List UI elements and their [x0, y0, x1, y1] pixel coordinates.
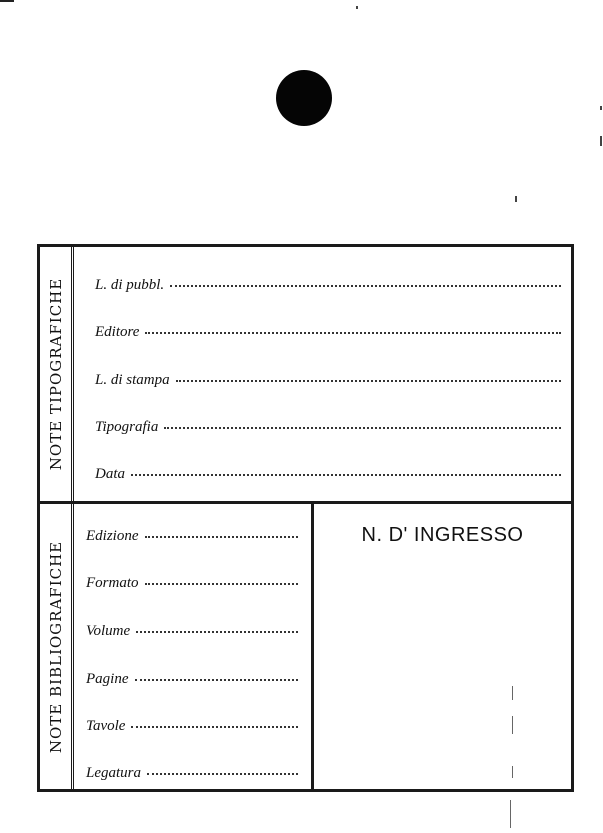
field-formato — [86, 575, 298, 592]
field-dotted-line — [131, 724, 298, 728]
scan-mark — [512, 766, 513, 778]
field-label: Edizione — [86, 528, 139, 544]
corner-mark — [0, 0, 14, 2]
field-dotted-line — [131, 472, 561, 476]
typographic-notes-section — [40, 247, 571, 504]
scan-speck — [600, 136, 602, 146]
field-label: Data — [95, 466, 125, 482]
field-tavole — [86, 718, 298, 735]
catalog-card — [37, 244, 574, 792]
field-legatura — [86, 765, 298, 782]
field-edizione — [86, 528, 298, 545]
field-label: Formato — [86, 575, 139, 591]
field-label: Legatura — [86, 765, 142, 781]
scan-mark — [510, 800, 511, 828]
field-label: Tavole — [86, 718, 126, 734]
field-label: Volume — [86, 623, 131, 639]
field-label: Editore — [95, 324, 140, 340]
field-label: Pagine — [86, 671, 129, 687]
field-dotted-line — [176, 378, 561, 382]
field-label: L. di pubbl. — [95, 277, 165, 293]
bibliographic-notes-heading: NOTE BIBLIOGRAFICHE — [46, 540, 65, 753]
field-dotted-line — [135, 677, 299, 681]
field-data — [95, 466, 561, 483]
field-luogo-stampa — [95, 372, 561, 389]
field-label: L. di stampa — [95, 372, 170, 388]
field-luogo-pubblicazione — [95, 277, 561, 294]
field-dotted-line — [145, 534, 299, 538]
field-dotted-line — [145, 330, 561, 334]
bibliographic-notes-label-column — [40, 504, 74, 789]
field-dotted-line — [147, 771, 298, 775]
bibliographic-notes-section — [40, 504, 571, 789]
scan-speck — [356, 6, 358, 9]
field-volume — [86, 623, 298, 640]
field-dotted-line — [170, 283, 561, 287]
punch-hole — [276, 70, 332, 126]
accession-number-label: N. D' INGRESSO — [361, 524, 524, 546]
typographic-notes-heading: NOTE TIPOGRAFICHE — [46, 277, 65, 471]
field-dotted-line — [145, 581, 299, 585]
field-dotted-line — [164, 425, 561, 429]
field-dotted-line — [136, 629, 298, 633]
accession-number-box — [311, 504, 571, 789]
scan-mark — [512, 716, 513, 734]
field-tipografia — [95, 419, 561, 436]
scan-speck — [515, 196, 517, 202]
field-editore — [95, 324, 561, 341]
typographic-notes-label-column — [40, 247, 74, 501]
scan-mark — [512, 686, 513, 700]
field-pagine — [86, 671, 298, 688]
field-label: Tipografia — [95, 419, 159, 435]
scan-speck — [600, 106, 602, 110]
